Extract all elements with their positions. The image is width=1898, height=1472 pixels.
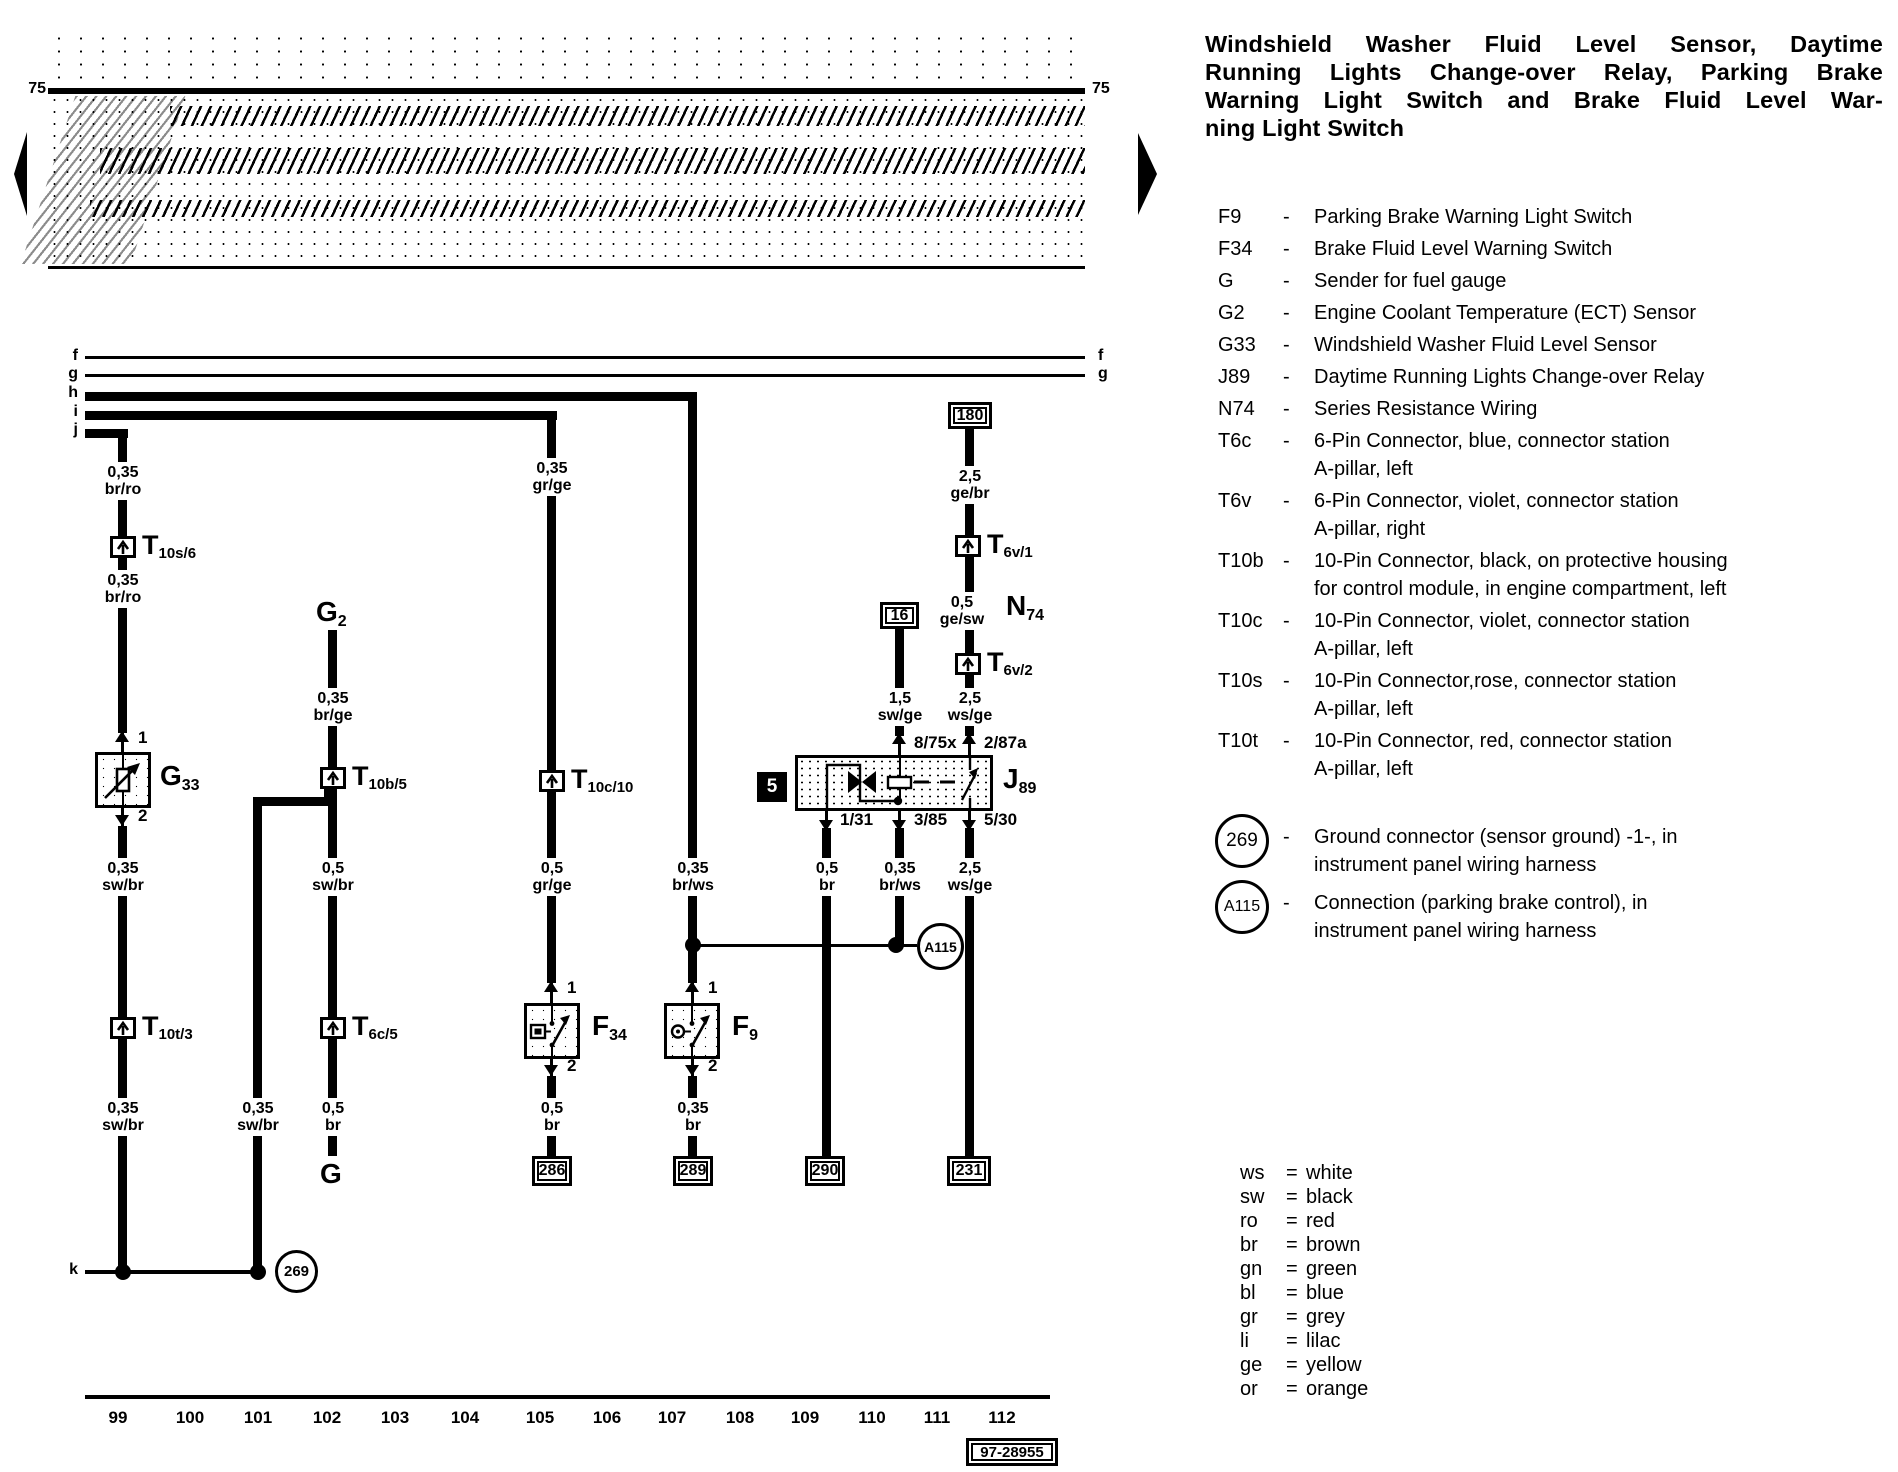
legend-text: instrument panel wiring harness xyxy=(1314,854,1597,876)
legend-dash: - xyxy=(1283,730,1290,752)
color-name: white xyxy=(1306,1162,1353,1184)
relay-pin131-label: 1/31 xyxy=(840,810,874,829)
j89-label: J89 xyxy=(1003,763,1037,797)
g33-pin2-number: 2 xyxy=(138,806,148,825)
connector-label-t10t3: T10t/3 xyxy=(142,1011,193,1043)
track-number: 102 xyxy=(312,1408,342,1427)
legend-text: 6-Pin Connector, blue, connector station xyxy=(1314,430,1670,452)
color-name: blue xyxy=(1306,1282,1344,1304)
wire-label: 0,35 br xyxy=(673,1098,712,1136)
legend-key: T6c xyxy=(1218,430,1252,452)
g33-label: G33 xyxy=(160,760,200,794)
connector-label-t10s6: T10s/6 xyxy=(142,530,197,562)
color-eq: = xyxy=(1286,1306,1298,1328)
n74-label: N74 xyxy=(1006,590,1045,624)
bus-label-f-left: f xyxy=(72,347,78,364)
legend-circle-a115: A115 xyxy=(1215,880,1269,934)
relay-pin530-label: 5/30 xyxy=(984,810,1018,829)
legend-text: Series Resistance Wiring xyxy=(1314,398,1538,420)
terminal-75-label-right: 75 xyxy=(1092,80,1110,97)
legend-dash: - xyxy=(1283,206,1290,228)
legend-text: Windshield Washer Fluid Level Sensor xyxy=(1314,334,1657,356)
wire-label: 0,5 br xyxy=(318,1098,348,1136)
legend-key: G2 xyxy=(1218,302,1245,324)
color-code: sw xyxy=(1240,1186,1265,1208)
legend-text: 10-Pin Connector, red, connector station xyxy=(1314,730,1672,752)
color-code: li xyxy=(1240,1330,1249,1352)
f34-pin1-arrow-icon xyxy=(544,981,558,992)
wire-label: 0,5 br xyxy=(537,1098,567,1136)
bus-label-h-left: h xyxy=(68,384,78,401)
legend-dash: - xyxy=(1283,490,1290,512)
relay-pin385-arrow-icon xyxy=(892,820,906,831)
ground-box-289: 289 xyxy=(673,1156,713,1186)
g33-pin2-arrow-icon xyxy=(115,815,129,826)
connector-label-t10b5: T10b/5 xyxy=(352,761,407,793)
halftone-hatch-row-2 xyxy=(100,148,1085,174)
color-eq: = xyxy=(1286,1234,1298,1256)
terminal-75-label-left: 75 xyxy=(28,80,46,97)
legend-text: A-pillar, left xyxy=(1314,758,1413,780)
connector-icon xyxy=(955,653,981,675)
legend-dash: - xyxy=(1283,302,1290,324)
legend-text: Ground connector (sensor ground) -1-, in xyxy=(1314,826,1678,848)
wire-label: 2,5 ws/ge xyxy=(944,688,996,726)
g33-pin1-number: 1 xyxy=(138,728,148,747)
wire-track105-upper xyxy=(547,411,556,983)
legend-dash: - xyxy=(1283,670,1290,692)
f9-pin1-arrow-icon xyxy=(685,981,699,992)
bus-label-i-left: i xyxy=(73,403,78,420)
wire-a115-link xyxy=(693,944,917,947)
track-number: 100 xyxy=(175,1408,205,1427)
wire-label: 0,35 sw/br xyxy=(98,858,148,896)
connector-icon xyxy=(320,1017,346,1039)
track-number: 111 xyxy=(923,1408,951,1427)
page-arrow-right-icon xyxy=(1138,133,1157,215)
legend-text: Connection (parking brake control), in xyxy=(1314,892,1648,914)
junction-dot-track110 xyxy=(888,937,904,953)
f34-pin2-number: 2 xyxy=(567,1056,577,1075)
legend-key: T10s xyxy=(1218,670,1263,692)
legend-key: T10c xyxy=(1218,610,1263,632)
legend-key: J89 xyxy=(1218,366,1251,388)
relay-pin287a-label: 2/87a xyxy=(984,733,1027,752)
legend-dash: - xyxy=(1283,550,1290,572)
legend-text: 10-Pin Connector, violet, connector station xyxy=(1314,610,1690,632)
bus-label-k: k xyxy=(69,1261,78,1278)
legend-text: instrument panel wiring harness xyxy=(1314,920,1597,942)
ground-box-286: 286 xyxy=(532,1156,572,1186)
color-name: brown xyxy=(1306,1234,1361,1256)
wire-track101-vertical xyxy=(253,797,262,1272)
legend-text: Engine Coolant Temperature (ECT) Sensor xyxy=(1314,302,1697,324)
track-number: 112 xyxy=(988,1408,1016,1427)
page-title-line: Warning Light Switch and Brake Fluid Level War- xyxy=(1205,87,1883,113)
legend-key: F9 xyxy=(1218,206,1242,228)
connector-label-t6v1: T6v/1 xyxy=(987,529,1033,561)
junction-dot-track107 xyxy=(685,937,701,953)
wire-label: 0,35 br/ro xyxy=(101,462,145,500)
legend-dash: - xyxy=(1283,826,1290,848)
connection-a115: A115 xyxy=(917,923,964,970)
track-number: 110 xyxy=(858,1408,886,1427)
bus-line-k xyxy=(85,1270,262,1274)
legend-dash: - xyxy=(1283,238,1290,260)
wire-label: 0,35 sw/br xyxy=(98,1098,148,1136)
junction-dot-k-track101 xyxy=(250,1264,266,1280)
terminal-box-180: 180 xyxy=(948,402,992,429)
bus-line-h xyxy=(85,392,697,401)
halftone-hatch-row-3 xyxy=(90,200,1085,217)
track-scale-line xyxy=(85,1395,1050,1399)
legend-dash: - xyxy=(1283,892,1290,914)
wire-label: 0,5 sw/br xyxy=(308,858,358,896)
bus-line-f xyxy=(85,356,1085,359)
color-code: gr xyxy=(1240,1306,1258,1328)
wire-label: 0,35 sw/br xyxy=(233,1098,283,1136)
connector-icon xyxy=(110,1017,136,1039)
color-code: ge xyxy=(1240,1354,1263,1376)
wire-label: 1,5 sw/ge xyxy=(874,688,926,726)
track-number: 103 xyxy=(380,1408,410,1427)
g2-label: G2 xyxy=(316,596,347,630)
connector-icon xyxy=(110,536,136,558)
color-code: ws xyxy=(1240,1162,1265,1184)
legend-key: T6v xyxy=(1218,490,1252,512)
wire-label: 0,35 br/ws xyxy=(668,858,718,896)
legend-text: 10-Pin Connector,rose, connector station xyxy=(1314,670,1677,692)
color-code: ro xyxy=(1240,1210,1258,1232)
wire-label: 0,35 gr/ge xyxy=(528,458,575,496)
bus-label-g-left: g xyxy=(68,365,78,382)
color-name: green xyxy=(1306,1258,1358,1280)
wire-label: 2,5 ge/br xyxy=(946,466,993,504)
halftone-band-bottom-line xyxy=(48,266,1085,269)
legend-dash: - xyxy=(1283,334,1290,356)
legend-text: Daytime Running Lights Change-over Relay xyxy=(1314,366,1705,388)
color-name: orange xyxy=(1306,1378,1369,1400)
j89-relay-box xyxy=(795,755,993,811)
legend-text: 6-Pin Connector, violet, connector station xyxy=(1314,490,1679,512)
ground-connector-269: 269 xyxy=(275,1250,318,1293)
legend-circle-269: 269 xyxy=(1215,814,1269,868)
track-number: 104 xyxy=(450,1408,480,1427)
track-number: 109 xyxy=(790,1408,820,1427)
connector-icon xyxy=(539,770,565,792)
f9-pin1-number: 1 xyxy=(708,978,718,997)
color-eq: = xyxy=(1286,1354,1298,1376)
legend-text: A-pillar, left xyxy=(1314,638,1413,660)
wire-label: 0,5 gr/ge xyxy=(528,858,575,896)
color-name: grey xyxy=(1306,1306,1345,1328)
page-title-line: Running Lights Change-over Relay, Parking Brake xyxy=(1205,59,1883,85)
legend-key: N74 xyxy=(1218,398,1255,420)
legend-dash: - xyxy=(1283,430,1290,452)
legend-dash: - xyxy=(1283,610,1290,632)
color-eq: = xyxy=(1286,1162,1298,1184)
legend-dash: - xyxy=(1283,270,1290,292)
bus-label-f-right: f xyxy=(1098,347,1104,364)
page-title-line: Windshield Washer Fluid Level Sensor, Daytime xyxy=(1205,31,1883,57)
track-number: 105 xyxy=(525,1408,555,1427)
ground-box-231: 231 xyxy=(947,1156,991,1186)
f9-pin2-number: 2 xyxy=(708,1056,718,1075)
legend-key: T10t xyxy=(1218,730,1259,752)
relay-pin287a-arrow-icon xyxy=(962,733,976,744)
g33-pin1-arrow-icon xyxy=(115,731,129,742)
g-label: G xyxy=(320,1158,342,1189)
page-title-line: ning Light Switch xyxy=(1205,115,1405,141)
ground-box-290: 290 xyxy=(805,1156,845,1186)
connector-label-t10c10: T10c/10 xyxy=(571,764,634,796)
legend-text: 10-Pin Connector, black, on protective housing xyxy=(1314,550,1728,572)
wire-label: 0,35 br/ge xyxy=(309,688,356,726)
f9-switch-box xyxy=(664,1003,720,1059)
legend-text: A-pillar, left xyxy=(1314,698,1413,720)
color-eq: = xyxy=(1286,1210,1298,1232)
wire-label: 0,5 ge/sw xyxy=(936,592,988,630)
legend-text: A-pillar, right xyxy=(1314,518,1426,540)
bus-label-j-left: j xyxy=(73,421,78,438)
connector-label-t6v2: T6v/2 xyxy=(987,647,1033,679)
relay-pin875x-arrow-icon xyxy=(892,733,906,744)
wire-label: 2,5 ws/ge xyxy=(944,858,996,896)
legend-key: G xyxy=(1218,270,1234,292)
bus-line-i xyxy=(85,411,557,420)
f34-pin1-number: 1 xyxy=(567,978,577,997)
connector-icon xyxy=(320,767,346,789)
connector-icon xyxy=(955,535,981,557)
legend-text: Sender for fuel gauge xyxy=(1314,270,1507,292)
color-eq: = xyxy=(1286,1282,1298,1304)
relay-pin131-arrow-icon xyxy=(819,820,833,831)
halftone-noise-top xyxy=(48,32,1085,84)
f9-label: F9 xyxy=(732,1010,759,1044)
relay-position-tag: 5 xyxy=(757,772,787,802)
color-eq: = xyxy=(1286,1258,1298,1280)
legend-dash: - xyxy=(1283,366,1290,388)
f34-switch-box xyxy=(524,1003,580,1059)
wire-label: 0,35 br/ro xyxy=(101,570,145,608)
terminal-box-16: 16 xyxy=(880,602,919,629)
color-eq: = xyxy=(1286,1330,1298,1352)
f34-pin2-arrow-icon xyxy=(544,1065,558,1076)
legend-text: for control module, in engine compartment, left xyxy=(1314,578,1727,600)
legend-text: Brake Fluid Level Warning Switch xyxy=(1314,238,1613,260)
legend-key: T10b xyxy=(1218,550,1264,572)
wire-label: 0,5 br xyxy=(812,858,842,896)
halftone-hatch-row-1 xyxy=(170,106,1085,126)
relay-pin875x-label: 8/75x xyxy=(914,733,957,752)
color-name: red xyxy=(1306,1210,1335,1232)
legend-dash: - xyxy=(1283,398,1290,420)
track-number: 101 xyxy=(243,1408,273,1427)
legend-text: Parking Brake Warning Light Switch xyxy=(1314,206,1633,228)
f9-pin2-arrow-icon xyxy=(685,1065,699,1076)
color-code: bl xyxy=(1240,1282,1256,1304)
wire-label: 0,35 br/ws xyxy=(875,858,925,896)
color-name: yellow xyxy=(1306,1354,1362,1376)
color-code: gn xyxy=(1240,1258,1263,1280)
relay-pin385-label: 3/85 xyxy=(914,810,948,829)
legend-key: F34 xyxy=(1218,238,1253,260)
connector-label-t6c5: T6c/5 xyxy=(352,1011,398,1043)
f34-label: F34 xyxy=(592,1010,627,1044)
legend-text: A-pillar, left xyxy=(1314,458,1413,480)
color-eq: = xyxy=(1286,1378,1298,1400)
bus-line-g xyxy=(85,374,1085,377)
page-arrow-left-icon xyxy=(14,132,27,216)
track-number: 107 xyxy=(657,1408,687,1427)
color-name: black xyxy=(1306,1186,1353,1208)
color-name: lilac xyxy=(1306,1330,1341,1352)
bus-label-g-right: g xyxy=(1098,365,1108,382)
g33-sensor-box xyxy=(95,752,151,808)
color-eq: = xyxy=(1286,1186,1298,1208)
track-number: 106 xyxy=(592,1408,622,1427)
junction-dot-k-track99 xyxy=(115,1264,131,1280)
relay-pin530-arrow-icon xyxy=(962,820,976,831)
color-code: or xyxy=(1240,1378,1258,1400)
legend-key: G33 xyxy=(1218,334,1256,356)
track-number: 99 xyxy=(108,1408,128,1427)
track-number: 108 xyxy=(725,1408,755,1427)
color-code: br xyxy=(1240,1234,1258,1256)
drawing-number-box: 97-28955 xyxy=(966,1438,1058,1466)
